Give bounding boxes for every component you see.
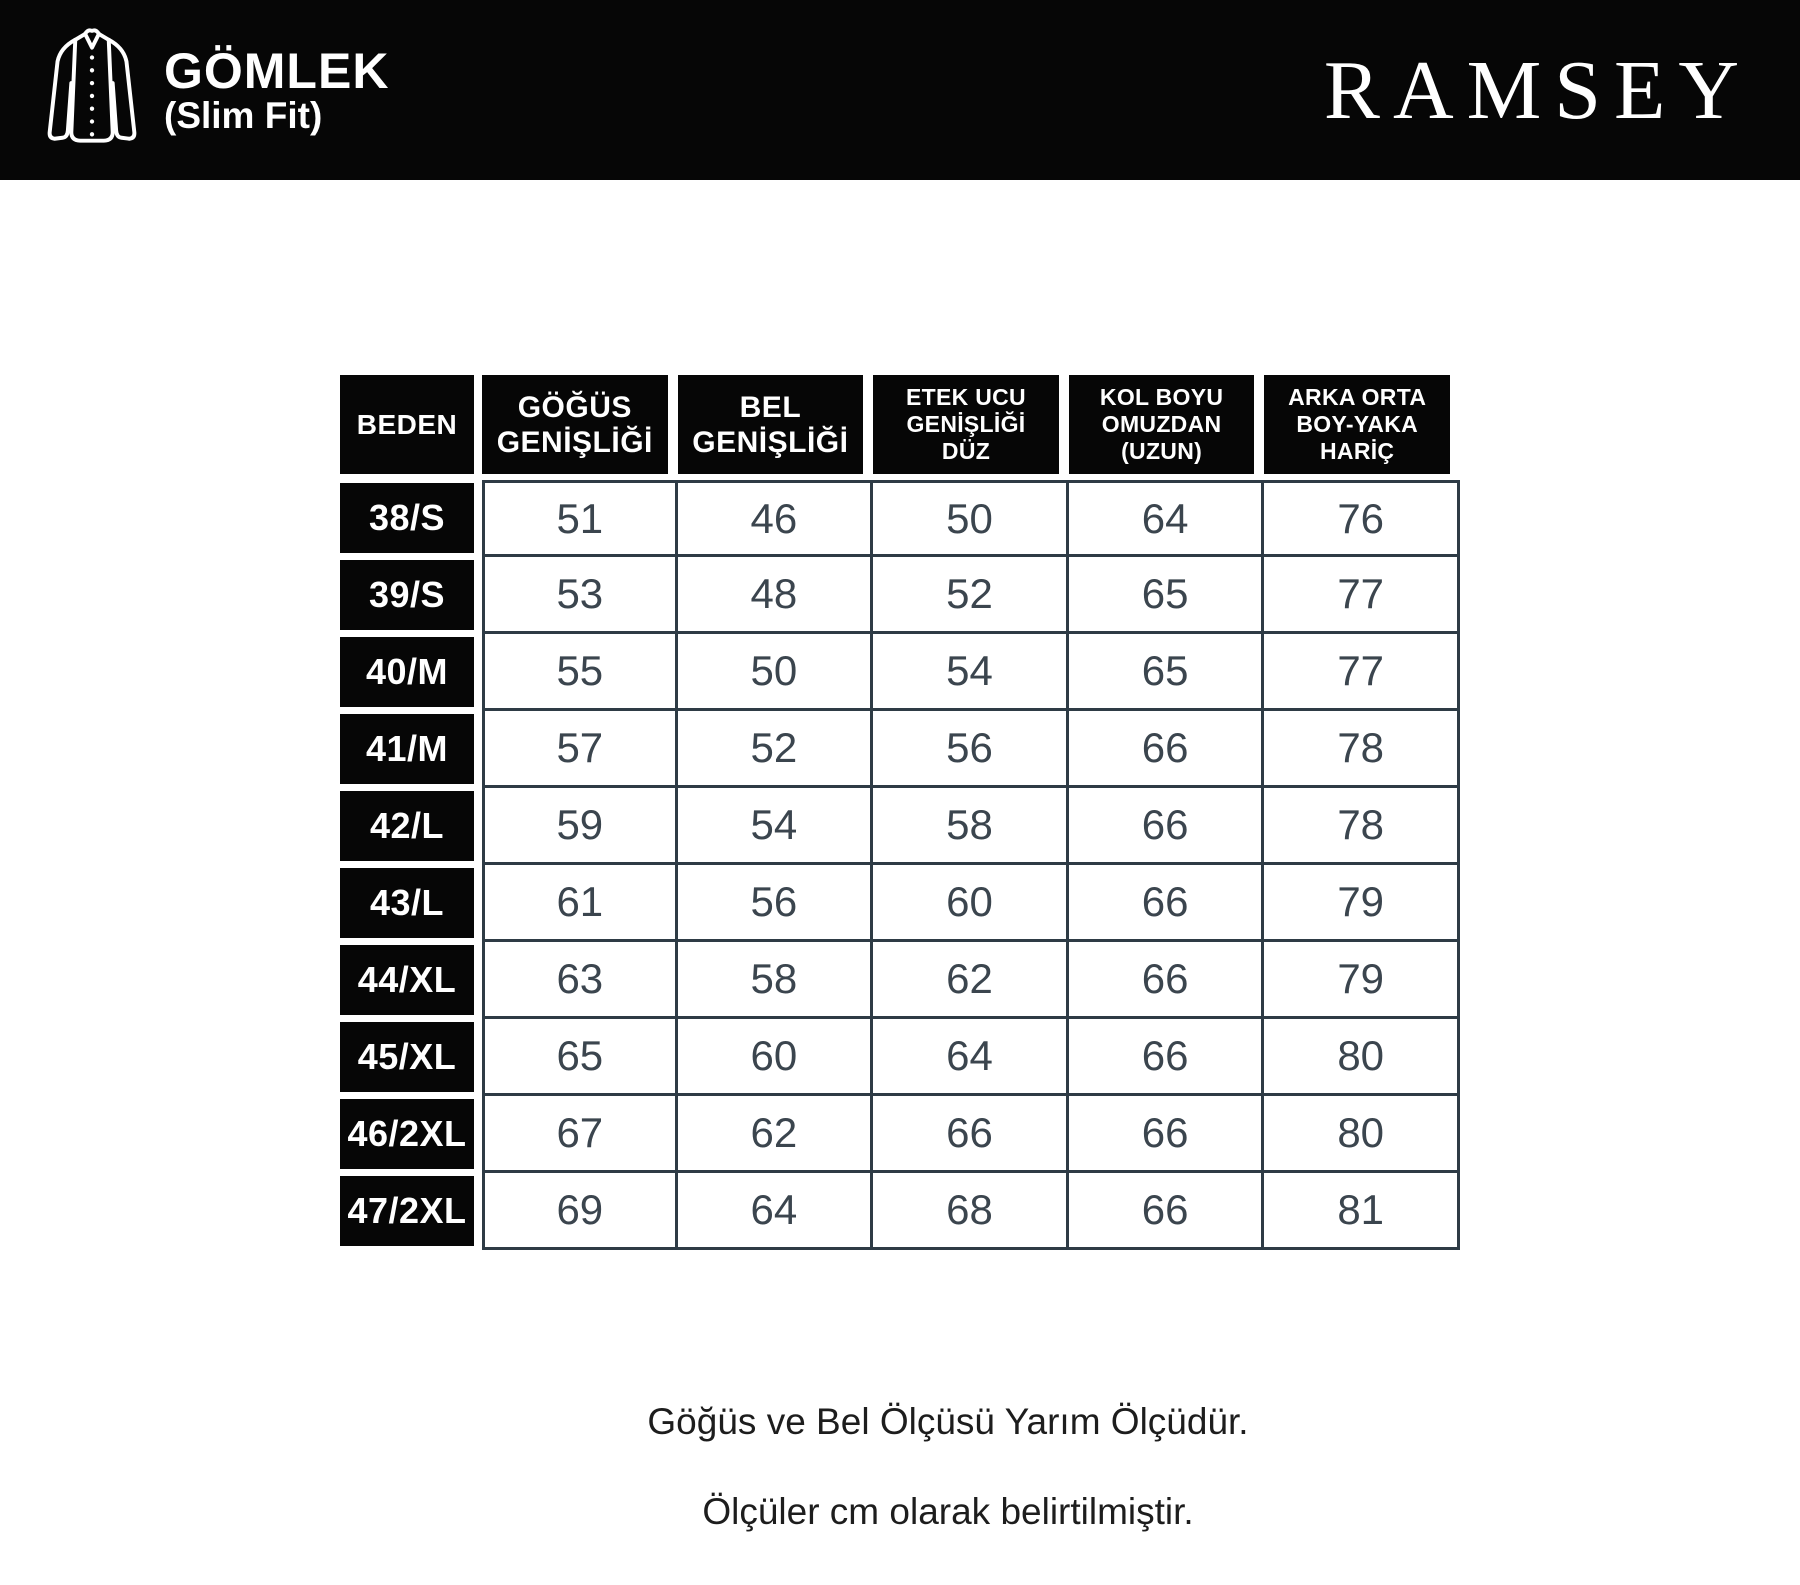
measurement-cell: 66: [873, 1096, 1069, 1173]
column-header-arka-orta-boy-yaka-haric: ARKA ORTA BOY-YAKA HARİÇ: [1264, 375, 1450, 474]
measurement-cell: 56: [678, 865, 874, 942]
column-header-etek-ucu-genisligi-duz: ETEK UCU GENİŞLİĞİ DÜZ: [873, 375, 1059, 474]
measurement-cell: 77: [1264, 557, 1460, 634]
measurement-cell: 58: [873, 788, 1069, 865]
measurement-cell: 78: [1264, 711, 1460, 788]
measurement-cell: 54: [678, 788, 874, 865]
measurement-cell: 81: [1264, 1173, 1460, 1250]
measurement-cell: 77: [1264, 634, 1460, 711]
measurement-cell: 60: [873, 865, 1069, 942]
column-header-kol-boyu-omuzdan-uzun: KOL BOYU OMUZDAN (UZUN): [1069, 375, 1255, 474]
measurement-cell: 52: [873, 557, 1069, 634]
size-cell-45-XL: 45/XL: [340, 1022, 474, 1092]
measurement-cell: 63: [482, 942, 678, 1019]
measurement-cell: 65: [1069, 634, 1265, 711]
note-cm-units: Ölçüler cm olarak belirtilmiştir.: [702, 1491, 1194, 1532]
measurement-cell: 46: [678, 480, 874, 557]
size-cell-46-2XL: 46/2XL: [340, 1099, 474, 1169]
measurement-cell: 58: [678, 942, 874, 1019]
measurement-cell: 64: [1069, 480, 1265, 557]
measurement-cell: 62: [678, 1096, 874, 1173]
size-cell-42-L: 42/L: [340, 791, 474, 861]
measurement-cell: 65: [482, 1019, 678, 1096]
size-cell-47-2XL: 47/2XL: [340, 1176, 474, 1246]
measurement-cell: 56: [873, 711, 1069, 788]
measurement-cell: 54: [873, 634, 1069, 711]
measurement-cell: 78: [1264, 788, 1460, 865]
measurement-cell: 48: [678, 557, 874, 634]
column-header-beden: BEDEN: [340, 375, 474, 474]
top-banner: [0, 0, 1800, 180]
measurement-cell: 80: [1264, 1019, 1460, 1096]
column-header-gogus-genisligi: GÖĞÜS GENİŞLİĞİ: [482, 375, 668, 474]
size-cell-40-M: 40/M: [340, 637, 474, 707]
measurement-cell: 67: [482, 1096, 678, 1173]
measurement-cell: 66: [1069, 942, 1265, 1019]
measurement-cell: 62: [873, 942, 1069, 1019]
measurement-cell: 50: [873, 480, 1069, 557]
size-cell-43-L: 43/L: [340, 868, 474, 938]
measurement-cell: 52: [678, 711, 874, 788]
measurement-cell: 68: [873, 1173, 1069, 1250]
measurement-cell: 80: [1264, 1096, 1460, 1173]
measurement-cell: 66: [1069, 788, 1265, 865]
measurement-cell: 57: [482, 711, 678, 788]
size-cell-44-XL: 44/XL: [340, 945, 474, 1015]
measurement-cell: 66: [1069, 1019, 1265, 1096]
size-cell-39-S: 39/S: [340, 560, 474, 630]
measurement-cell: 51: [482, 480, 678, 557]
column-header-bel-genisligi: BEL GENİŞLİĞİ: [678, 375, 864, 474]
measurement-cell: 59: [482, 788, 678, 865]
product-title: GÖMLEK: [164, 42, 390, 99]
measurement-cell: 79: [1264, 942, 1460, 1019]
measurement-cell: 76: [1264, 480, 1460, 557]
measurement-cell: 66: [1069, 865, 1265, 942]
measurement-cell: 66: [1069, 711, 1265, 788]
measurement-cell: 55: [482, 634, 678, 711]
measurement-notes: [48, 1400, 1800, 1534]
main-content: [0, 375, 1800, 1534]
measurement-cell: 66: [1069, 1173, 1265, 1250]
measurement-cell: 50: [678, 634, 874, 711]
measurement-cell: 53: [482, 557, 678, 634]
size-chart-table: [340, 375, 1460, 1250]
measurement-cell: 61: [482, 865, 678, 942]
brand-logo: RAMSEY: [1323, 43, 1752, 137]
measurement-cell: 64: [873, 1019, 1069, 1096]
fit-label: (Slim Fit): [164, 94, 323, 136]
size-cell-41-M: 41/M: [340, 714, 474, 784]
note-half-measure: Göğüs ve Bel Ölçüsü Yarım Ölçüdür.: [647, 1401, 1249, 1442]
size-cell-38-S: 38/S: [340, 483, 474, 553]
product-block: [164, 42, 390, 136]
measurement-cell: 65: [1069, 557, 1265, 634]
measurement-cell: 64: [678, 1173, 874, 1250]
measurement-cell: 66: [1069, 1096, 1265, 1173]
shirt-icon: [42, 26, 142, 154]
measurement-cell: 69: [482, 1173, 678, 1250]
measurement-cell: 79: [1264, 865, 1460, 942]
measurement-cell: 60: [678, 1019, 874, 1096]
product-brand-block: [0, 26, 389, 154]
